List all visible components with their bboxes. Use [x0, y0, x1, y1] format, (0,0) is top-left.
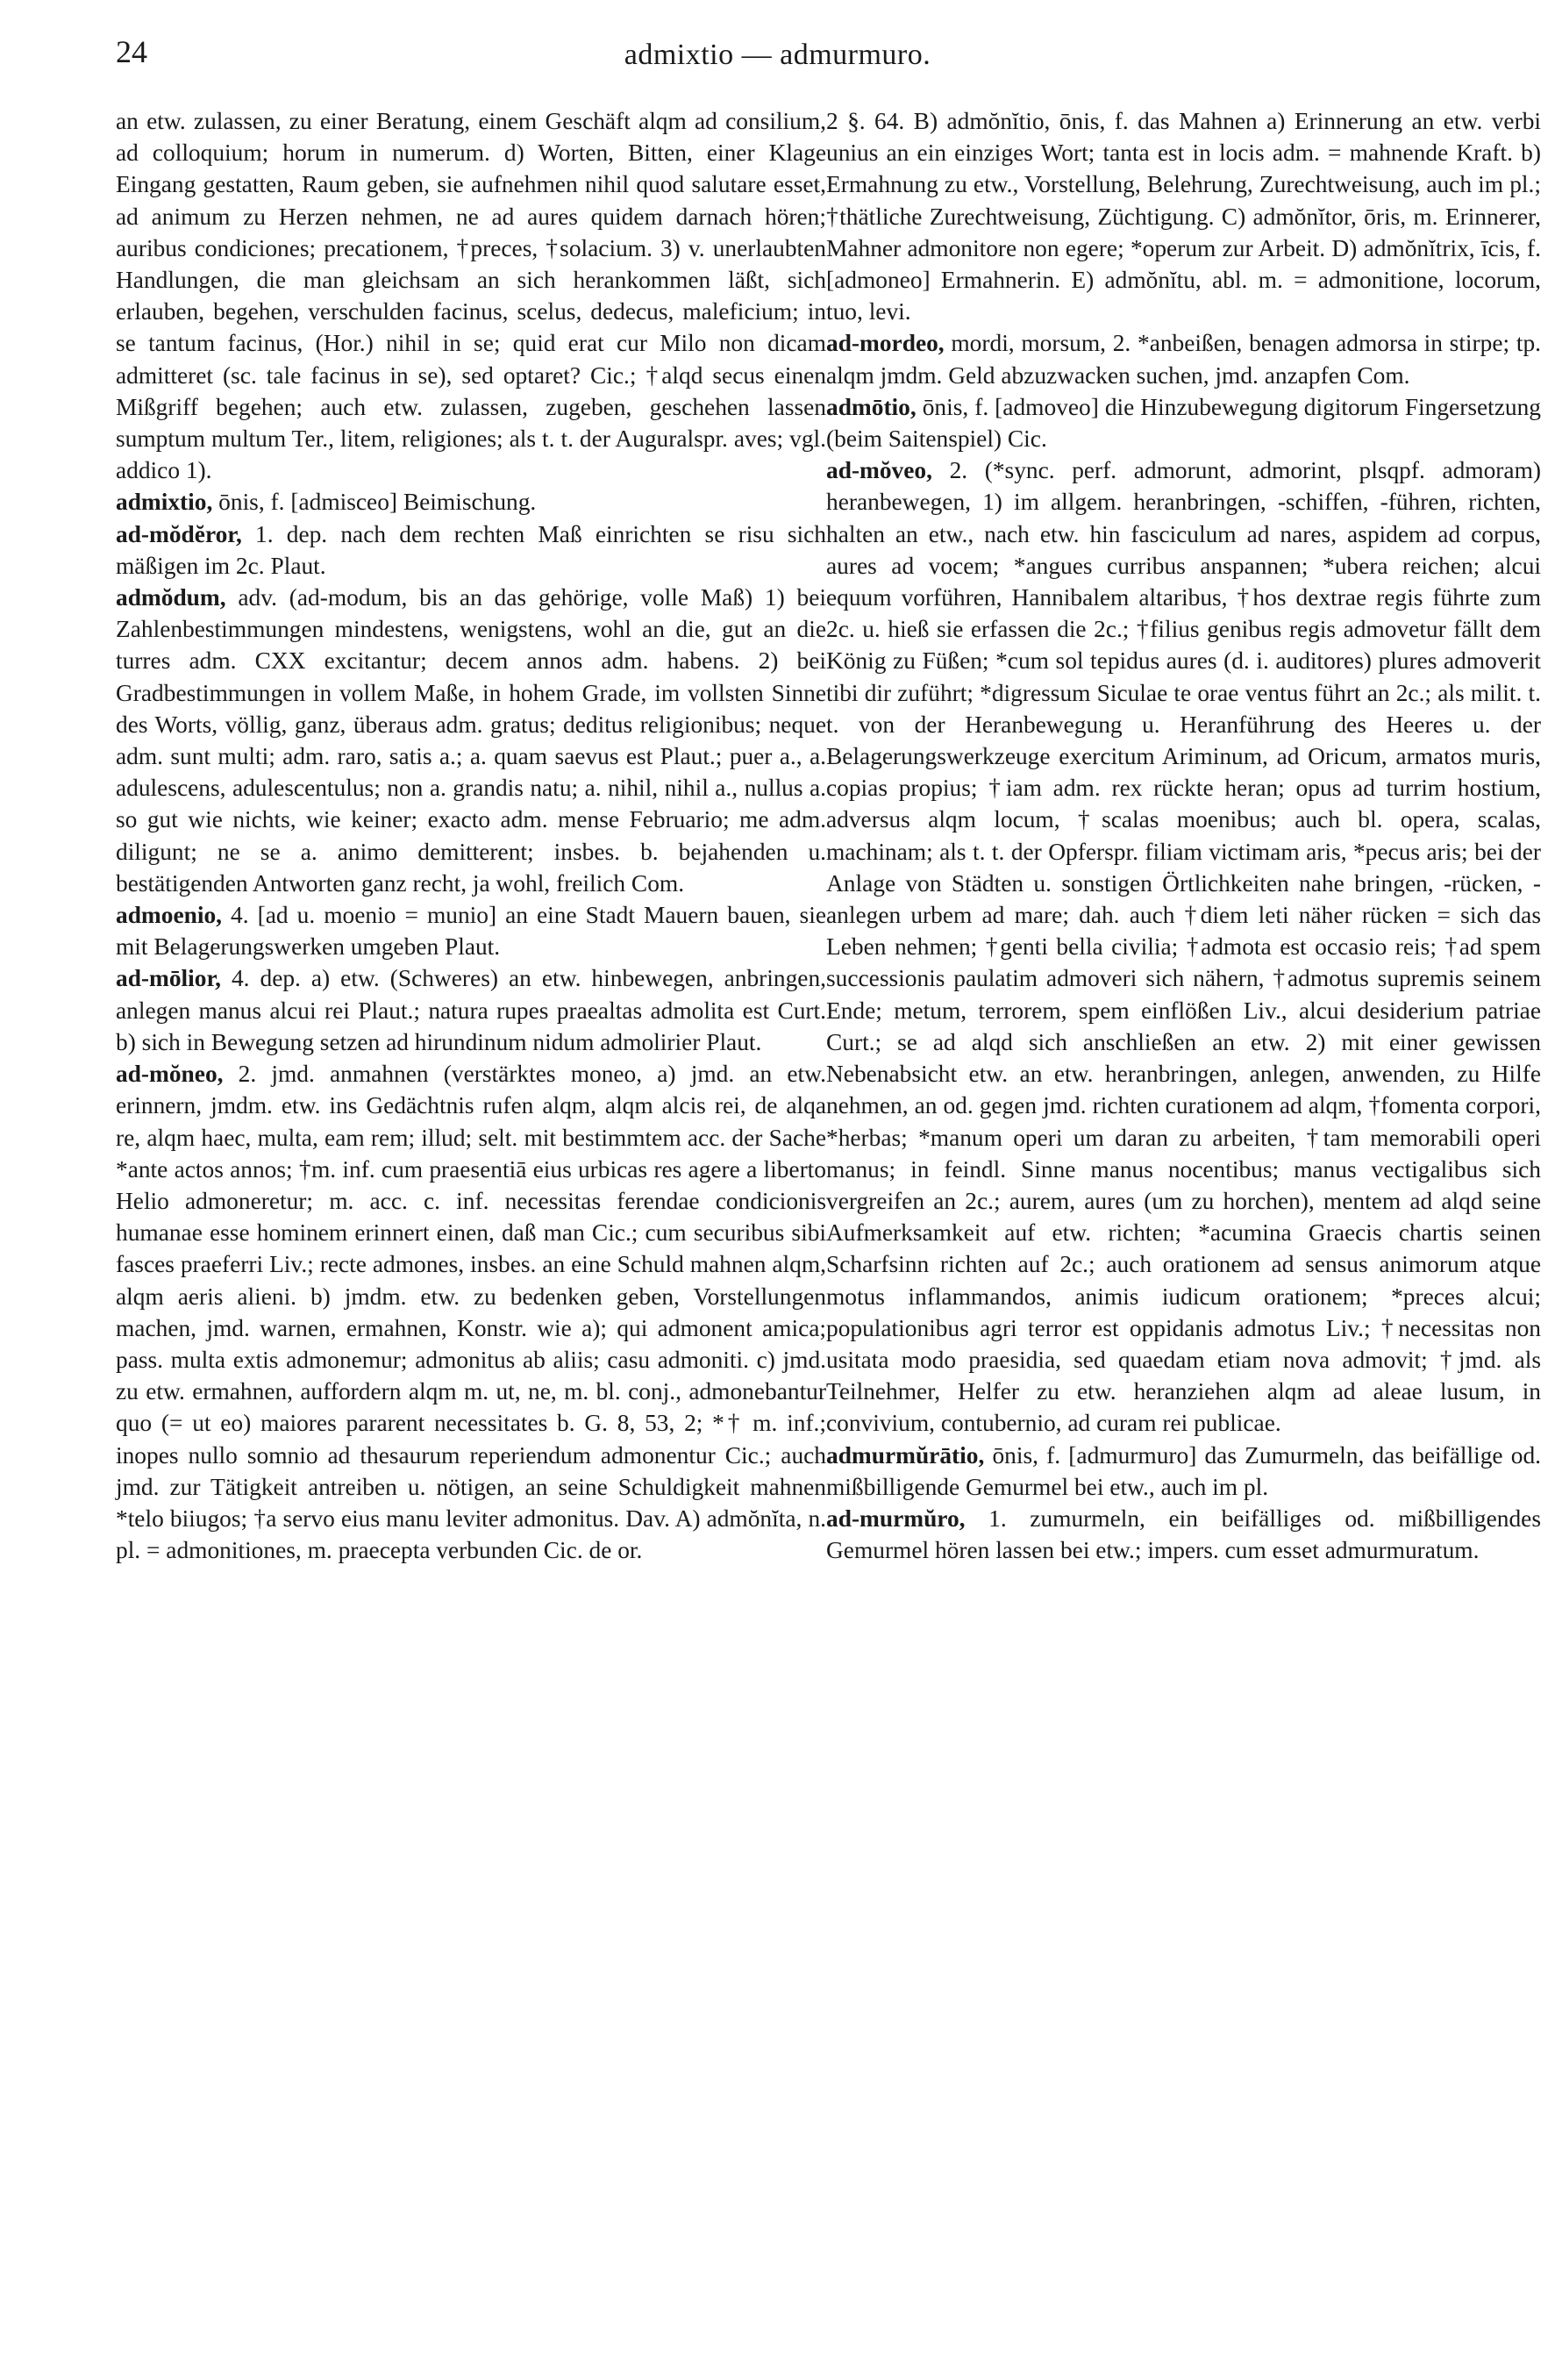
- entry-definition: 2. (*sync. perf. admorunt, admorint, plsqpf. admoram) heranbewegen, 1) im allgem. heranbringen, -schiffen, -führen, richten, halten an etw., nach etw. hin fasciculum ad nares, aspidem ad corpus, aures ad vocem; *angues curribus anspannen; *ubera reichen; alcui equum vorführen, Hannibalem altaribus, †hos dextrae regis führte zum 2c. u. hieß sie erfassen die 2c.; †filius genibus regis admovetur fällt dem König zu Füßen; *cum sol tepidus aures (d. i. auditores) plures admoverit tibi dir zuführt; *digressum Siculae te orae ventus führt an 2c.; als milit. t. t. von der Heranbewegung u. Heranführung des Heeres u. der Belagerungswerkzeuge exercitum Ariminum, ad Oricum, armatos muris, copias propius; †iam adm. rex rückte heran; opus ad turrim hostium, adversus alqm locum, †scalas moenibus; auch bl. opera, scalas, machinam; als t. t. der Opferspr. filiam victimam aris, *pecus aris; bei der Anlage von Städten u. sonstigen Örtlichkeiten nahe bringen, -rücken, -anlegen urbem ad mare; dah. auch †diem leti näher rücken = sich das Leben nehmen; †genti bella civilia; †admota est occasio reis; †ad spem successionis paulatim admoveri sich nähern, †admotus supremis seinem Ende; metum, terrorem, spem einflößen Liv., alcui desiderium patriae Curt.; se ad alqd sich anschließen an etw. 2) mit einer gewissen Nebenabsicht etw. an etw. heranbringen, anlegen, anwenden, zu Hilfe nehmen, an od. gegen jmd. richten curationem ad alqm, †fomenta corpori, *herbas; *manum operi um daran zu arbeiten, †tam memorabili operi manus; in feindl. Sinne manus nocentibus; manus vectigalibus sich vergreifen an 2c.; aurem, aures (um zu horchen), mentem ad alqd seine Aufmerksamkeit auf etw. richten; *acumina Graecis chartis seinen Scharfsinn richten auf 2c.; auch orationem ad sensus animorum atque motus inflammandos, animis iudicum orationem; *preces alcui; populationibus agri terror est oppidanis admotus Liv.; †necessitas non usitata modo praesidia, sed quaedam etiam nova admovit; †jmd. als Teilnehmer, Helfer zu etw. heranziehen alqm ad aleae lusum, in convivium, contubernio, ad curam rei publicae.: [826, 457, 1541, 1437]
- entry-headword: admixtio,: [116, 489, 213, 516]
- dictionary-entry: [116, 518, 826, 582]
- entry-headword: admurmŭrātio,: [826, 1441, 985, 1469]
- entry-headword: ad-mōlior,: [116, 965, 221, 992]
- entry-headword: ad-mŏdĕror,: [116, 520, 242, 547]
- left-column: [116, 105, 826, 1566]
- entry-headword: ad-murmŭro,: [826, 1504, 966, 1532]
- entry-headword: ad-mŏveo,: [826, 457, 932, 484]
- entry-headword: admoenio,: [116, 902, 222, 929]
- running-head: admixtio — admurmuro.: [624, 39, 931, 71]
- entry-definition: adv. (ad-modum, bis an das gehörige, volle Maß) 1) bei Zahlenbestimmungen mindestens, wenigstens, wohl an die, gut an die turres adm. CXX excitantur; decem annos adm. habens. 2) bei Gradbestimmungen in vollem Maße, in hohem Grade, im vollsten Sinne des Worts, völlig, ganz, überaus adm. gratus; deditus religionibus; neque adm. sunt multi; adm. raro, satis a.; a. quam saevus est Plaut.; puer a., a. adulescens, adulescentulus; non a. grandis natu; a. nihil, nihil a., nullus a. so gut wie nichts, wie keiner; exacto adm. mense Februario; me adm. diligunt; ne se a. animo demitterent; insbes. b. bejahenden u. bestätigenden Antworten ganz recht, ja wohl, freilich Com.: [116, 584, 826, 897]
- page-number: 24: [116, 34, 147, 69]
- right-column: [826, 105, 1541, 1566]
- entry-headword: ad-mŏneo,: [116, 1061, 224, 1088]
- entry-definition: 4. [ad u. moenio = munio] an eine Stadt Mauern bauen, sie mit Belagerungswerken umgeben Plaut.: [116, 902, 826, 961]
- entry-continuation: 2 §. 64. B) admŏnĭtio, ōnis, f. das Mahnen a) Erinnerung an etw. verbi unius an ein einziges Wort; tanta est in locis adm. = mahnende Kraft. b) Ermahnung zu etw., Vorstellung, Belehrung, Zurechtweisung, auch im pl.; †thätliche Zurechtweisung, Züchtigung. C) admŏnĭtor, ōris, m. Erinnerer, Mahner admonitore non egere; *operum zur Arbeit. D) admŏnĭtrix, īcis, f. [admoneo] Ermahnerin. E) admŏnĭtu, abl. m. = admonitione, locorum, tuo, levi.: [826, 108, 1541, 325]
- entry-definition: ōnis, f. [admurmuro] das Zumurmeln, das beifällige od. mißbilligende Gemurmel bei etw., auch im pl.: [826, 1441, 1541, 1500]
- entry-headword: admōtio,: [826, 393, 917, 420]
- entry-definition: 1. dep. nach dem rechten Maß einrichten se risu sich mäßigen im 2c. Plaut.: [116, 520, 826, 579]
- entry-definition: 1. zumurmeln, ein beifälliges od. mißbilligendes Gemurmel hören lassen bei etw.; impers. cum esset admurmuratum.: [826, 1504, 1541, 1564]
- entry-definition: ōnis, f. [admisceo] Beimischung.: [212, 489, 537, 516]
- dictionary-entry: [826, 1440, 1541, 1503]
- entry-definition: ōnis, f. [admoveo] die Hinzubewegung digitorum Fingersetzung (beim Saitenspiel) Cic.: [826, 393, 1541, 453]
- entry-continuation: an etw. zulassen, zu einer Beratung, einem Geschäft alqm ad consilium, ad colloquium; horum in numerum. d) Worten, Bitten, einer Klage Eingang gestatten, Raum geben, sie aufnehmen nihil quod salutare esset, ad animum zu Herzen nehmen, ne ad aures quidem darnach hören; auribus condiciones; precationem, †preces, †solacium. 3) v. unerlaubten Handlungen, die man gleichsam an sich herankommen läßt, sich erlauben, begehen, verschulden facinus, scelus, dedecus, maleficium; in se tantum facinus, (Hor.) nihil in se; quid erat cur Milo non dicam admitteret (sc. tale facinus in se), sed optaret? Cic.; †alqd secus einen Mißgriff begehen; auch etw. zulassen, zugeben, geschehen lassen sumptum multum Ter., litem, religiones; als t. t. der Auguralspr. aves; vgl. addico 1).: [116, 108, 826, 484]
- dictionary-entry: [116, 486, 826, 518]
- entry-headword: ad-mordeo,: [826, 330, 945, 357]
- entry-definition: 2. jmd. anmahnen (verstärktes moneo, a) jmd. an etw. erinnern, jmdm. etw. ins Gedächtnis rufen alqm, alqm alcis rei, de alqa re, alqm haec, multa, eam rem; illud; selt. mit bestimmtem acc. der Sache *ante actos annos; †m. inf. cum praesentiā eius urbicas res agere a liberto Helio admoneretur; m. acc. c. inf. necessitas ferendae condicionis humanae esse hominem erinnert einen, daß man Cic.; cum securibus sibi fasces praeferri Liv.; recte admones, insbes. an eine Schuld mahnen alqm, alqm aeris alieni. b) jmdm. etw. zu bedenken geben, Vorstellungen machen, jmd. warnen, ermahnen, Konstr. wie a); qui admonent amica; pass. multa extis admonemur; admonitus ab aliis; casu admoniti. c) jmd. zu etw. ermahnen, auffordern alqm m. ut, ne, m. bl. conj., admonebantur quo (= ut eo) maiores pararent necessitates b. G. 8, 53, 2; *† m. inf.; inopes nullo somnio ad thesaurum reperiendum admonentur Cic.; auch jmd. zur Tätigkeit antreiben u. nötigen, an seine Schuldigkeit mahnen *telo biiugos; †a servo eius manu leviter admonitus. Dav. A) admŏnĭta, n. pl. = admonitiones, m. praecepta verbunden Cic. de or.: [116, 1061, 826, 1564]
- entry-headword: admŏdum,: [116, 584, 226, 611]
- dictionary-entry: [826, 454, 1541, 1439]
- dictionary-entry: [116, 582, 826, 899]
- dictionary-entry: [116, 962, 826, 1058]
- dictionary-entry: [826, 1503, 1541, 1566]
- entry-definition: 4. dep. a) etw. (Schweres) an etw. hinbewegen, anbringen, anlegen manus alcui rei Plaut.; natura rupes praealtas admolita est Curt. b) sich in Bewegung setzen ad hirundinum nidum admolirier Plaut.: [116, 965, 826, 1055]
- dictionary-entry: [826, 391, 1541, 454]
- dictionary-entry: [116, 899, 826, 962]
- dictionary-entry: [116, 1058, 826, 1566]
- dictionary-entry: [826, 327, 1541, 390]
- entry-definition: mordi, morsum, 2. *anbeißen, benagen admorsa in stirpe; tp. alqm jmdm. Geld abzuzwacken suchen, jmd. anzapfen Com.: [826, 330, 1541, 389]
